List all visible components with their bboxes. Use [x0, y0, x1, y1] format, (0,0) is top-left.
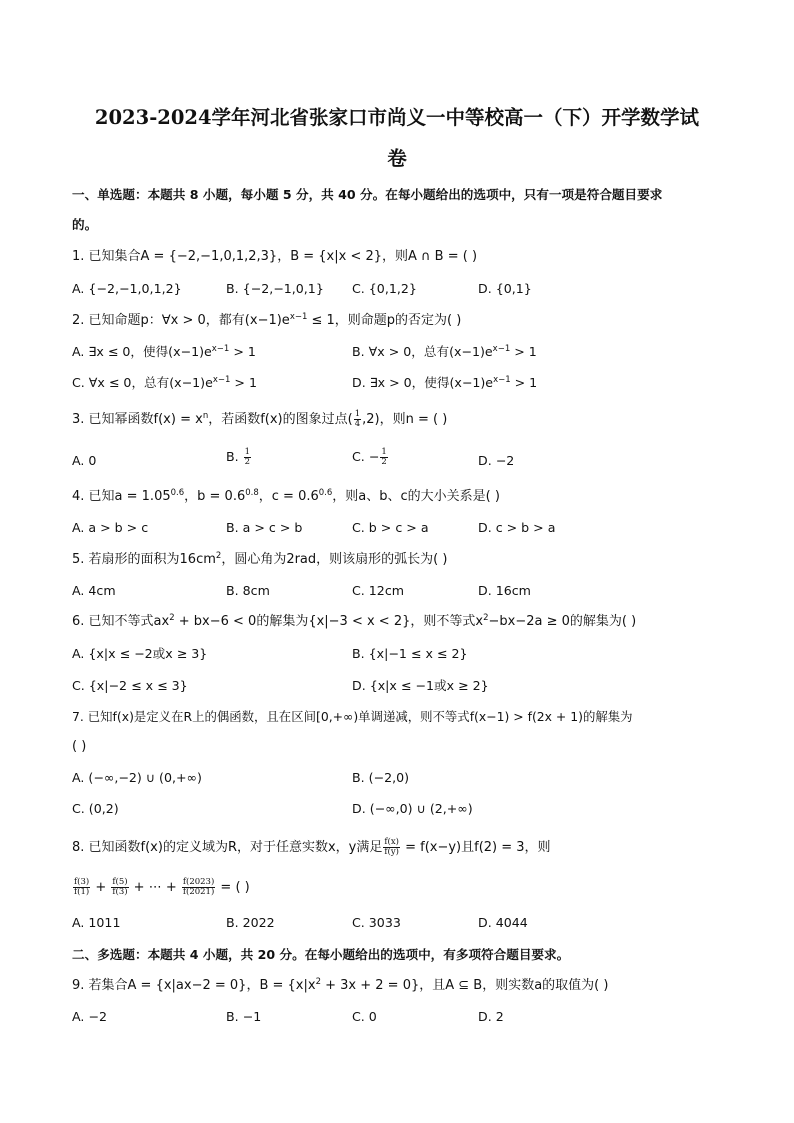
q2-option-a: A. ∃x ≤ 0，使得$(x-1)e^{x-1} > 1$ [72, 344, 256, 359]
question-1-stem: 1. 已知集合A = {−2,−1,0,1,2,3}，B = {x|x < 2}，则A ∩ B = ( ) [72, 249, 478, 264]
q8-option-d: D. 4044 [478, 915, 528, 930]
q7-option-c: C. (0,2) [72, 801, 119, 816]
q5-option-a: A. 4cm [72, 583, 116, 598]
q8-term-1: $\frac{f(3)}{f(1)}$ [74, 877, 90, 897]
q3-point-fraction: $\frac{1}{4}$ [354, 409, 361, 429]
q4-option-d: D. c > b > a [478, 520, 556, 535]
question-7-stem-cont: ( ) [72, 739, 87, 754]
q3-option-b: B. $\frac{1}{2}$ [226, 447, 251, 467]
q4-option-c: C. b > c > a [352, 520, 429, 535]
q1-option-d: D. {0,1} [478, 281, 532, 296]
q5-option-b: B. 8cm [226, 583, 270, 598]
q4-option-b: B. a > c > b [226, 520, 303, 535]
q3-option-c: C. − $\frac{1}{2}$ [352, 447, 387, 467]
q6-option-c: C. {x|−2 ≤ x ≤ 3} [72, 678, 188, 693]
q6-option-d: D. {x|x ≤ −1或x ≥ 2} [352, 678, 489, 693]
section1-instructions-cont: 的。 [72, 217, 98, 232]
q1-option-b: B. {−2,−1,0,1} [226, 281, 324, 296]
section2-instructions: 二、多选题：本题共 4 小题，共 20 分。在每小题给出的选项中，有多项符合题目要求。 [72, 947, 570, 962]
q3-option-b-fraction: $\frac{1}{2}$ [244, 447, 251, 467]
q8-term-last: $\frac{f(2023)}{f(2021)}$ [182, 877, 215, 897]
q1-option-c: C. {0,1,2} [352, 281, 417, 296]
exam-title-line1: 2023-2024学年河北省张家口市尚义一中等校高一（下）开学数学试 [94, 106, 700, 129]
q7-option-d: D. (−∞,0) ∪ (2,+∞) [352, 801, 473, 816]
q8-option-b: B. 2022 [226, 915, 275, 930]
q7-option-a: A. (−∞,−2) ∪ (0,+∞) [72, 770, 202, 785]
q7-option-b: B. (−2,0) [352, 770, 410, 785]
question-8-expression: $\frac{f(3)}{f(1)}$ + $\frac{f(5)}{f(3)}$ + ⋯ + $\frac{f(2023)}{f(2021)}$ = ( ) [74, 877, 250, 897]
question-6-stem: 6. 已知不等式$ax^2 + bx-6 < 0$的解集为{x|−3 < x < 2}，则不等式$x^2-bx-2a \ge 0$的解集为( ) [72, 613, 637, 629]
q4-option-a: A. a > b > c [72, 520, 149, 535]
question-5-stem: 5. 若扇形的面积为$16cm^2$，圆心角为2rad，则该扇形的弧长为( ) [72, 551, 448, 567]
q6-option-b: B. {x|−1 ≤ x ≤ 2} [352, 646, 468, 661]
question-9-stem: 9. 若集合A = {x|ax−2 = 0}，$B = \{x|x^2 + 3x + 2 = 0\}$，且A ⊆ B，则实数a的取值为( ) [72, 977, 609, 993]
exam-title-line2: 卷 [387, 147, 407, 170]
q8-term-2: $\frac{f(5)}{f(3)}$ [112, 877, 128, 897]
q5-option-d: D. 16cm [478, 583, 531, 598]
q8-option-a: A. 1011 [72, 915, 121, 930]
q9-option-b: B. −1 [226, 1009, 262, 1024]
q2-option-c: C. ∀x ≤ 0，总有$(x-1)e^{x-1} > 1$ [72, 375, 257, 390]
section1-instructions: 一、单选题：本题共 8 小题，每小题 5 分，共 40 分。在每小题给出的选项中，只有一项是符合题目要求 [72, 187, 663, 202]
q9-option-c: C. 0 [352, 1009, 377, 1024]
question-7-stem: 7. 已知f(x)是定义在R上的偶函数，且在区间[0,+∞)单调递减，则不等式f(x−1) > f(2x + 1)的解集为 [72, 709, 633, 724]
question-8-stem: 8. 已知函数f(x)的定义域为R，对于任意实数x，y满足 $\frac{f(x)}{f(y)}$ = f(x−y)且f(2) = 3，则 [72, 837, 551, 857]
question-4-stem: 4. 已知$a = 1.05^{0.6}$，$b = 0.6^{0.8}$，$c = 0.6^{0.6}$，则a、b、c的大小关系是( ) [72, 488, 500, 504]
q9-option-a: A. −2 [72, 1009, 107, 1024]
q6-option-a: A. {x|x ≤ −2或x ≥ 3} [72, 646, 208, 661]
q3-option-d: D. −2 [478, 453, 515, 468]
q5-option-c: C. 12cm [352, 583, 405, 598]
q2-option-b: B. ∀x > 0，总有$(x-1)e^{x-1} > 1$ [352, 344, 537, 359]
q8-condition-fraction: $\frac{f(x)}{f(y)}$ [384, 837, 399, 857]
question-3-stem: 3. 已知幂函数$f(x) = x^n$，若函数f(x)的图象过点( $\frac{1}{4}$ ,2)，则n = ( ) [72, 409, 448, 429]
q2-option-d: D. ∃x > 0，使得$(x-1)e^{x-1} > 1$ [352, 375, 538, 390]
q3-option-a: A. 0 [72, 453, 97, 468]
q3-option-c-fraction: $\frac{1}{2}$ [381, 447, 387, 467]
q8-option-c: C. 3033 [352, 915, 401, 930]
q1-option-a: A. {−2,−1,0,1,2} [72, 281, 182, 296]
question-2-stem: 2. 已知命题p：∀x > 0，都有$(x-1)e^{x-1} \le 1$，则命题p的否定为( ) [72, 312, 462, 328]
q9-option-d: D. 2 [478, 1009, 504, 1024]
